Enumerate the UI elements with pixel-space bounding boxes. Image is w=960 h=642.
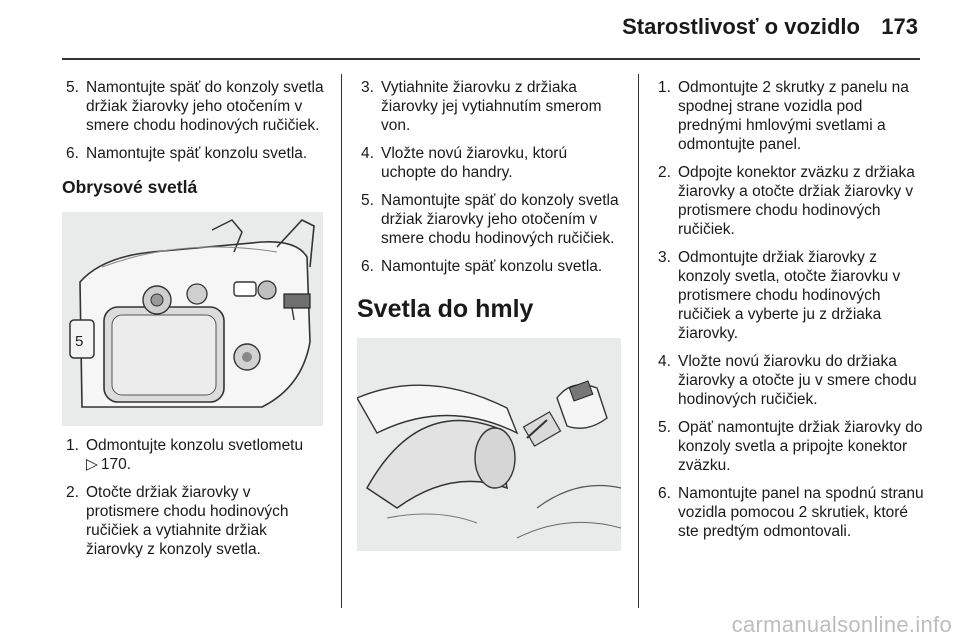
watermark: carmanualsonline.info bbox=[731, 612, 952, 637]
header-rule bbox=[62, 58, 920, 60]
list-item: 4. Vložte novú žiarovku, ktorú uchopte do handry. bbox=[361, 145, 568, 181]
list-item: 6. Namontujte späť konzolu svetla. bbox=[361, 258, 603, 275]
column-3 bbox=[654, 78, 929, 550]
list-item: 5. Namontujte späť do konzoly svetla držiak žiarovky jeho otočením v smere chodu hodinových ručičiek. bbox=[66, 79, 324, 134]
list-item: 5. Namontujte späť do konzoly svetla držiak žiarovky jeho otočením v smere chodu hodinových ručičiek. bbox=[361, 192, 619, 247]
section-heading: Svetla do hmly bbox=[357, 295, 534, 323]
headlamp-illustration bbox=[62, 212, 323, 426]
list-item: 6. Namontujte panel na spodnú stranu vozidla pomocou 2 skrutiek, ktoré ste predtým odmontovali. bbox=[658, 485, 924, 540]
svg-text:5: 5 bbox=[75, 333, 84, 350]
list-item: 5. Opäť namontujte držiak žiarovky do konzoly svetla a pripojte konektor zväzku. bbox=[658, 419, 923, 474]
arrow-right-icon: ▷ bbox=[86, 456, 98, 473]
column-divider bbox=[341, 74, 342, 608]
steps-list bbox=[62, 78, 327, 163]
page-number: 173 bbox=[881, 14, 918, 39]
column-1 bbox=[62, 78, 327, 568]
page-header-title: Starostlivosť o vozidlo bbox=[622, 14, 860, 39]
steps-list bbox=[654, 78, 929, 541]
page-reference[interactable]: 170. bbox=[100, 456, 132, 473]
list-item: 1. Odmontujte 2 skrutky z panelu na spodnej strane vozidla pod prednými hmlovými svetlami a odmontujte panel. bbox=[658, 79, 909, 153]
list-item: 3. Vytiahnite žiarovku z držiaka žiarovky jej vytiahnutím smerom von. bbox=[361, 79, 602, 134]
fog-light-illustration bbox=[357, 338, 621, 551]
list-item: 2. Otočte držiak žiarovky v protismere chodu hodinových ručičiek a vytiahnite držiak žiarovky z konzoly svetla. bbox=[66, 484, 289, 558]
list-item: 6. Namontujte späť konzolu svetla. bbox=[66, 145, 308, 162]
list-item: 4. Vložte novú žiarovku do držiaka žiarovky a otočte ju v smere chodu hodinových ručičiek. bbox=[658, 353, 917, 408]
steps-list bbox=[357, 78, 625, 276]
list-item: 1. Odmontujte konzolu svetlometu ▷ 170. bbox=[66, 437, 304, 473]
section-heading: Obrysové svetlá bbox=[62, 177, 198, 197]
list-item: 2. Odpojte konektor zväzku z držiaka žiarovky a otočte držiak žiarovky v protismere chodu hodinových ručičiek. bbox=[658, 164, 915, 238]
column-2 bbox=[357, 78, 625, 551]
list-item: 3. Odmontujte držiak žiarovky z konzoly svetla, otočte žiarovku v protismere chodu hodinových ručičiek a vyberte ju z držiaka žiarovky. bbox=[658, 249, 901, 342]
column-divider bbox=[638, 74, 639, 608]
steps-list bbox=[62, 436, 327, 559]
